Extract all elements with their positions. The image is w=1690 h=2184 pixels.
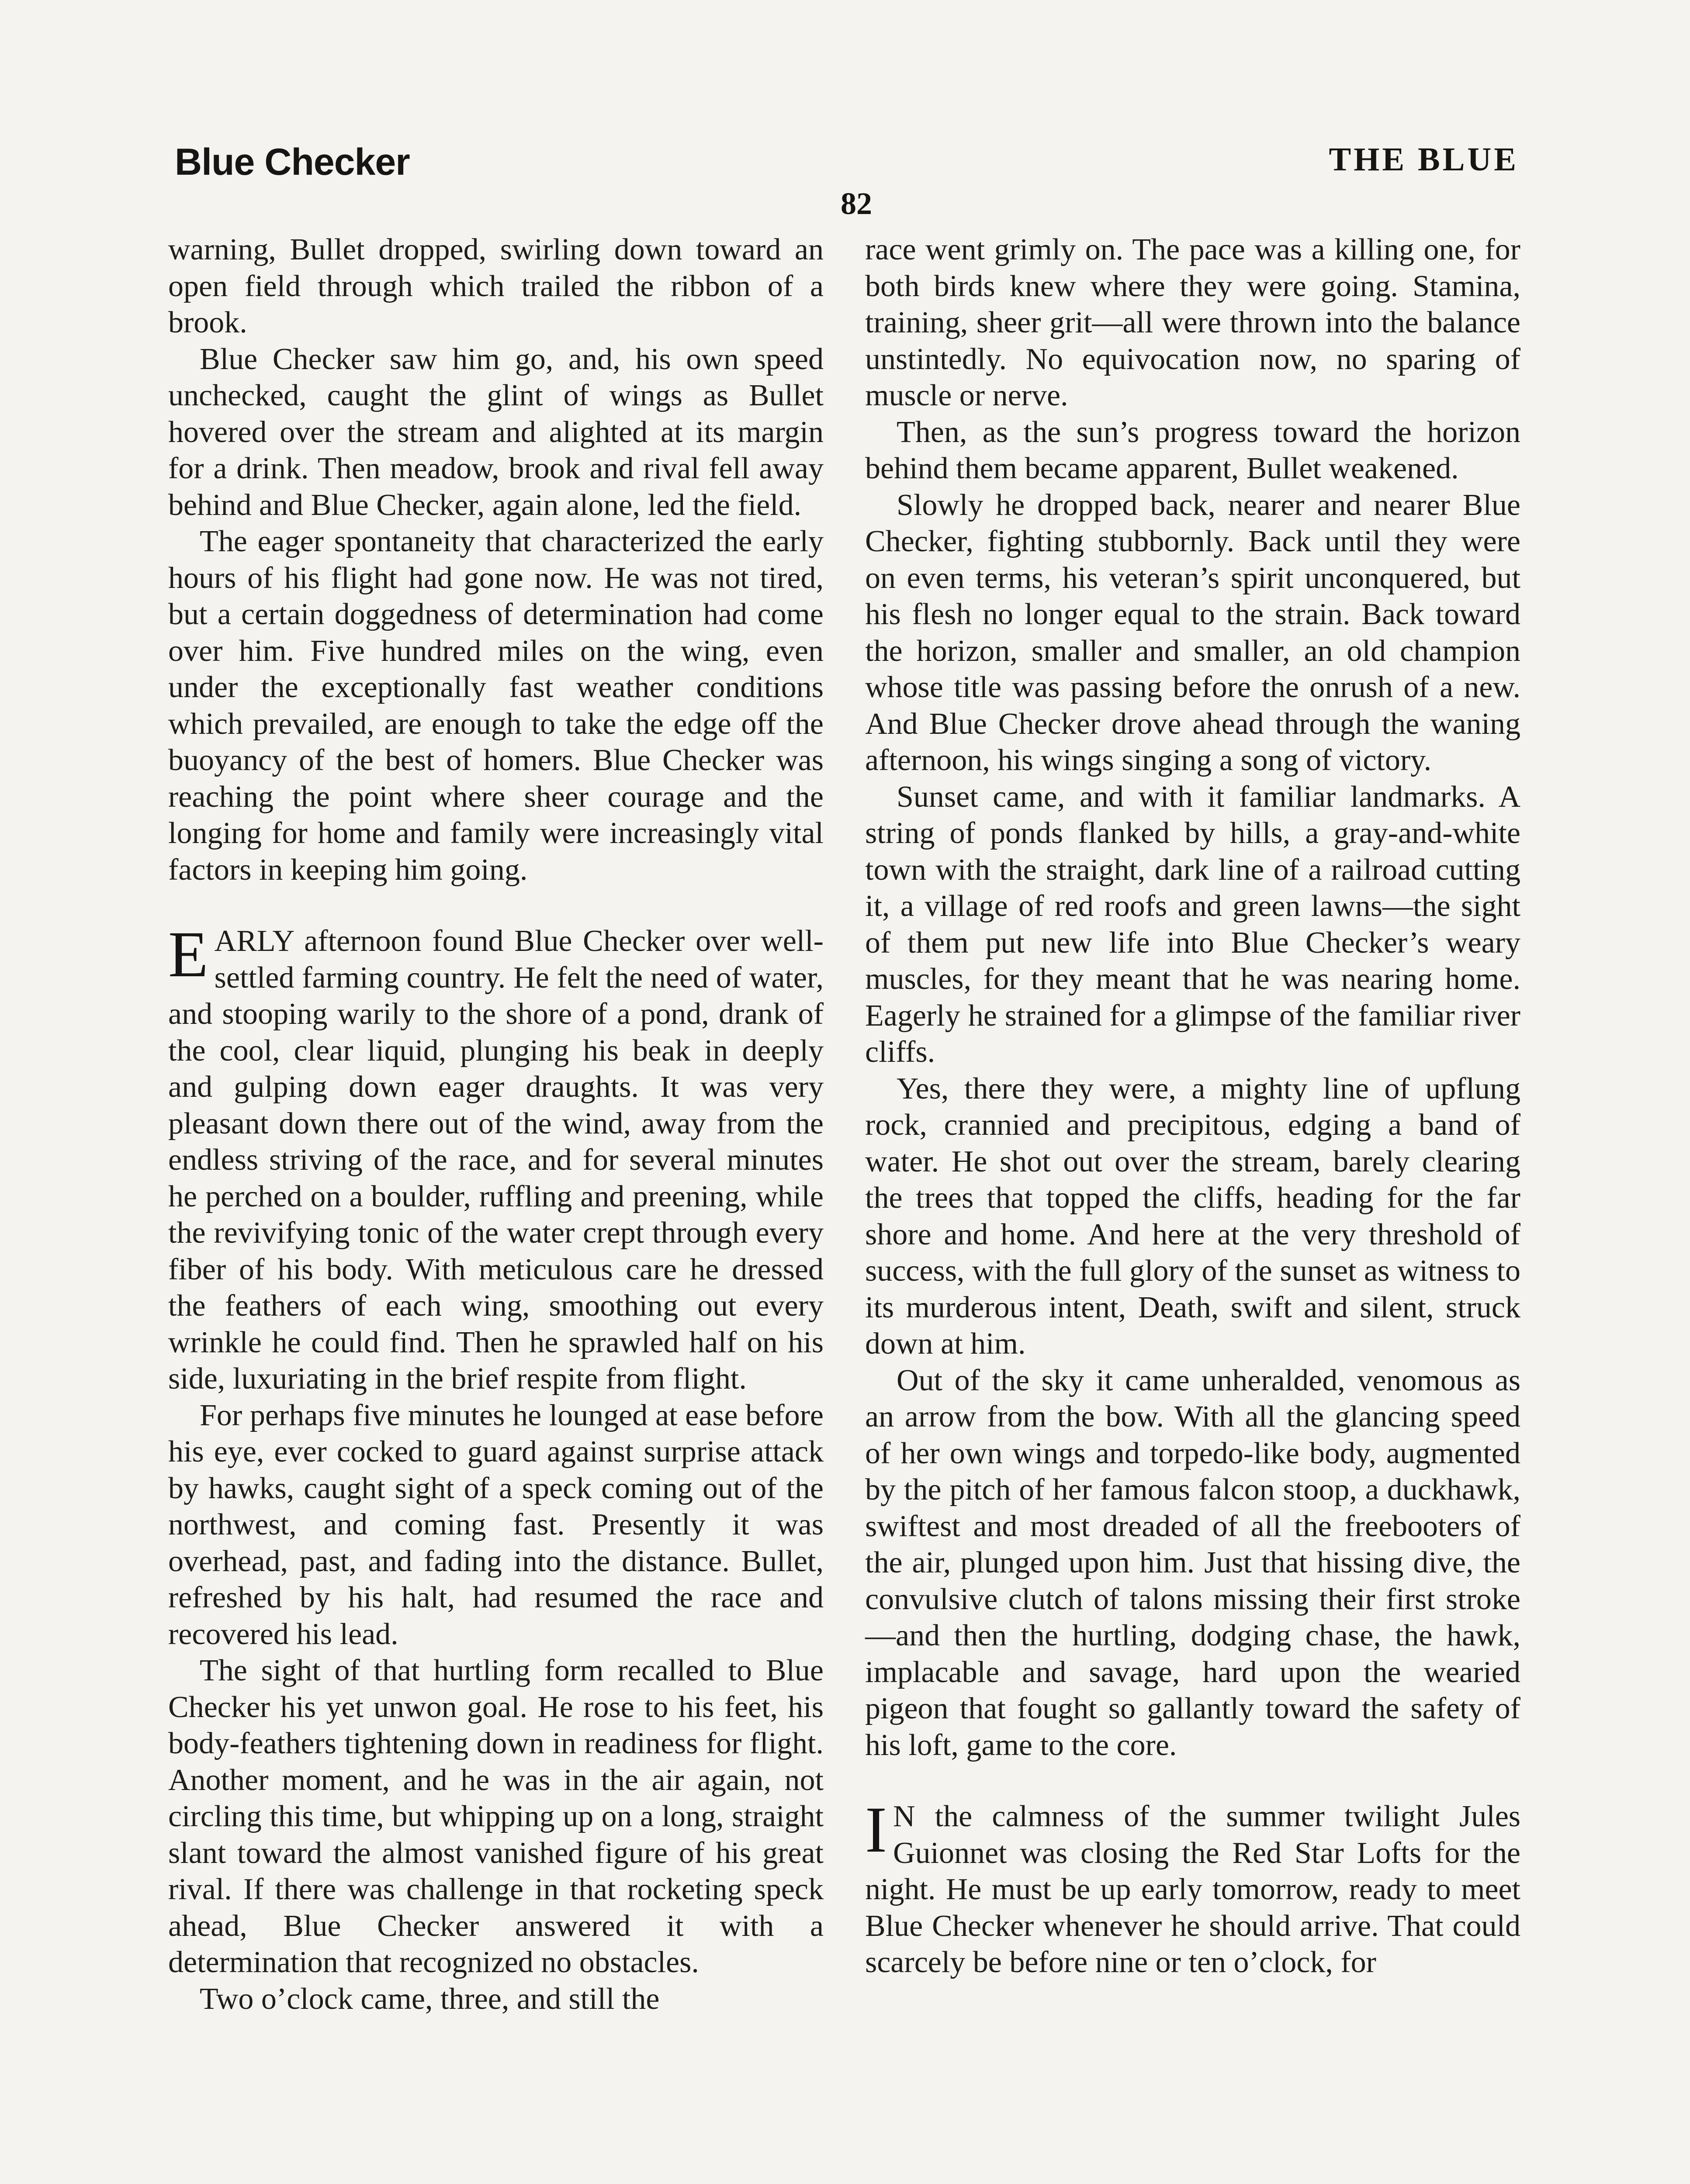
paragraph: For perhaps five minutes he lounged at ease before his eye, ever cocked to guard against surprise attack by hawks, caught sight of a speck coming out of the northwest, and coming fast. Presently it was overhead, past, and fading into the distance. Bullet, refreshed by his halt, had resumed the race and recovered his lead. <box>168 1398 824 1651</box>
paragraph: race went grimly on. The pace was a killing one, for both birds knew where they were going. Stamina, training, sheer grit—all were thrown into the balance unstintedly. No equivocation now, no sparing of muscle or nerve. <box>865 233 1520 412</box>
paragraph: Out of the sky it came unheralded, venomous as an arrow from the bow. With all the glancing speed of her own wings and torpedo-like body, augmented by the pitch of her famous falcon stoop, a duckhawk, swiftest and most dreaded of all the freebooters of the air, plunged upon him. Just that hissing dive, the convulsive clutch of talons missing their first stroke—and then the hurtling, dodging chase, the hawk, implacable and savage, hard upon the wearied pigeon that fought so gallantly toward the safety of his loft, game to the core. <box>865 1363 1520 1762</box>
paragraph: Then, as the sun’s progress toward the horizon behind them became apparent, Bullet weakened. <box>865 415 1520 485</box>
paragraph: warning, Bullet dropped, swirling down toward an open field through which trailed the ribbon of a brook. <box>168 233 824 339</box>
paragraph: The eager spontaneity that characterized the early hours of his flight had gone now. He was not tired, but a certain doggedness of determination had come over him. Five hundred miles on the wing, even under the exceptionally fast weather conditions which prevailed, are enough to take the edge off the buoyancy of the best of homers. Blue Checker was reaching the point where sheer courage and the longing for home and family were increasingly vital factors in keeping him going. <box>168 525 824 887</box>
section-paragraph <box>168 918 824 1397</box>
paragraph: Slowly he dropped back, nearer and nearer Blue Checker, fighting stubbornly. Back until they were on even terms, his veteran’s spirit unconquered, but his flesh no longer equal to the strain. Back toward the horizon, smaller and smaller, an old champion whose title was passing before the onrush of a new. And Blue Checker drove ahead through the waning afternoon, his wings singing a song of victory. <box>865 488 1520 777</box>
running-head-magazine-name: THE BLUE <box>1329 141 1519 178</box>
drop-cap-letter: E <box>168 918 208 991</box>
running-title: Blue Checker <box>175 141 410 183</box>
paragraph-text: ARLY afternoon found Blue Checker over well-settled farming country. He felt the need of water, and stooping warily to the shore of a pond, drank of the cool, clear liquid, plunging his beak in deeply and gulping down eager draughts. It was very pleasant down there out of the wind, away from the endless striving of the race, and for several minutes he perched on a boulder, ruffling and preening, while the revivifying tonic of the water crept through every fiber of his body. With meticulous care he dressed the feathers of each wing, smoothing out every wrinkle he could find. Then he sprawled half on his side, luxuriating in the brief respite from flight. <box>168 924 824 1396</box>
paragraph: Yes, there they were, a mighty line of upflung rock, crannied and precipitous, edging a band of water. He shot out over the stream, barely clearing the trees that topped the cliffs, heading for the far shore and home. And here at the very threshold of success, with the full glory of the sunset as witness to its murderous intent, Death, swift and silent, struck down at him. <box>865 1071 1520 1361</box>
section-paragraph <box>865 1794 1520 1981</box>
paragraph-text: N the calmness of the summer twilight Jules Guionnet was closing the Red Star Lofts for the night. He must be up early tomorrow, ready to meet Blue Checker whenever he should arrive. That could scarcely be before nine or ten o’clock, for <box>865 1800 1520 1979</box>
right-column <box>865 232 1520 1981</box>
paragraph: The sight of that hurtling form recalled to Blue Checker his yet unwon goal. He rose to his feet, his body-feathers tightening down in readiness for flight. Another moment, and he was in the air again, not circling this time, but whipping up on a long, straight slant toward the almost vanished figure of his great rival. If there was challenge in that rocketing speck ahead, Blue Checker answered it with a determination that recognized no obstacles. <box>168 1654 824 1979</box>
drop-cap-letter: I <box>865 1794 887 1866</box>
page-number: 82 <box>841 186 872 221</box>
paragraph: Blue Checker saw him go, and, his own speed unchecked, caught the glint of wings as Bullet hovered over the stream and alighted at its margin for a drink. Then meadow, brook and rival fell away behind and Blue Checker, again alone, led the field. <box>168 342 824 522</box>
paragraph: Sunset came, and with it familiar landmarks. A string of ponds flanked by hills, a gray-and-white town with the straight, dark line of a railroad cutting it, a village of red roofs and green lawns—the sight of them put new life into Blue Checker’s weary muscles, for they meant that he was nearing home. Eagerly he strained for a glimpse of the familiar river cliffs. <box>865 780 1520 1069</box>
left-column <box>168 232 824 2017</box>
paragraph: Two o’clock came, three, and still the <box>200 1982 660 2016</box>
